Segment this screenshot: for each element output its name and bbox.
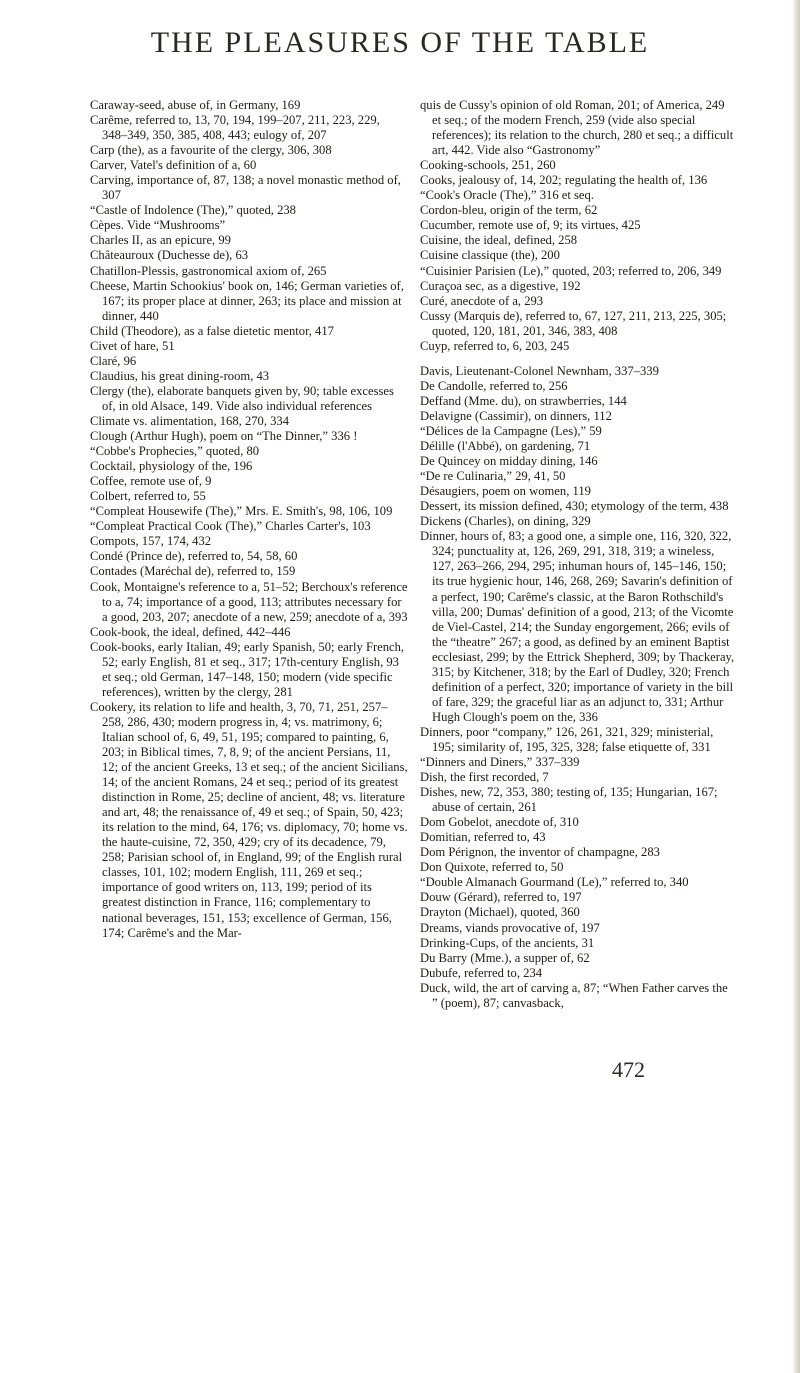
index-entry: Cordon-bleu, origin of the term, 62 xyxy=(420,203,598,218)
index-entry: Cook, Montaigne's reference to a, 51–52; Berchoux's reference to a, 74; importance of a good, 113; attributes necessary for a good, 203, 207; anecdote of a new, 259; anecdote of a, 393 xyxy=(90,579,408,624)
index-entry: Châteauroux (Duchesse de), 63 xyxy=(90,248,249,263)
index-entry: Drayton (Michael), quoted, 360 xyxy=(420,905,580,920)
running-header: THE PLEASURES OF THE TABLE xyxy=(150,26,650,59)
index-entry: Dish, the first recorded, 7 xyxy=(420,770,549,785)
letter-section-gap xyxy=(420,354,735,364)
index-entry: Duck, wild, the art of carving a, 87; “When Father carves the ” (poem), 87; canvasback, xyxy=(420,980,728,1010)
index-entry: Délille (l'Abbé), on gardening, 71 xyxy=(420,439,591,454)
index-entry: Dishes, new, 72, 353, 380; testing of, 135; Hungarian, 167; abuse of certain, 261 xyxy=(420,785,718,815)
index-entry: Cucumber, remote use of, 9; its virtues, 425 xyxy=(420,218,641,233)
index-entry: Curé, anecdote of a, 293 xyxy=(420,293,544,308)
index-entry: Dessert, its mission defined, 430; etymology of the term, 438 xyxy=(420,499,729,514)
index-entry: Cook-book, the ideal, defined, 442–446 xyxy=(90,624,291,639)
index-entry: Cheese, Martin Schookius' book on, 146; German varieties of, 167; its proper place at dinner, 263; its place and mission at dinner, 440 xyxy=(90,278,404,323)
index-entry: Curaçoa sec, as a digestive, 192 xyxy=(420,278,581,293)
index-entry: Claré, 96 xyxy=(90,353,137,368)
index-entry: Don Quixote, referred to, 50 xyxy=(420,860,564,875)
index-entry: Cocktail, physiology of the, 196 xyxy=(90,459,253,474)
index-entry: Désaugiers, poem on women, 119 xyxy=(420,484,591,499)
index-entry: Carême, referred to, 13, 70, 194, 199–207, 211, 223, 229, 348–349, 350, 385, 408, 443; eulogy of, 207 xyxy=(90,113,380,143)
index-entry: Dickens (Charles), on dining, 329 xyxy=(420,514,591,529)
index-entry: “Double Almanach Gourmand (Le),” referred to, 340 xyxy=(420,875,689,890)
index-entry: Drinking-Cups, of the ancients, 31 xyxy=(420,935,595,950)
index-entry: Dreams, viands provocative of, 197 xyxy=(420,920,600,935)
index-entry: Chatillon-Plessis, gastronomical axiom of, 265 xyxy=(90,263,327,278)
index-entry: Child (Theodore), as a false dietetic mentor, 417 xyxy=(90,323,334,338)
index-entry: Dinner, hours of, 83; a good one, a simple one, 116, 320, 322, 324; punctuality at, 126, 269, 291, 318, 319; a wineless, 127, 263–266, 294, 295; inhuman hours of, 145–146, 150; its true hygienic hour, 146, 268, 269; Savarin's definition of a perfect, 190; Carême's classic, at the Baron Rothschild's villa, 200; Dumas' definition of a good, 213; of the Vicomte de Viel-Castel, 214; the Sunday engorgement, 266; evils of the “theatre” 267; a good, as defined by an eminent Baptist ecclesiast, 299; by the Ettrick Shepherd, 309; by Thackeray, 315; by Kitchener, 318; by the Earl of Dudley, 320; French definition of a perfect, 320; importance of variety in the bill of fare, 329; the graceful liar as an adjunct to, 331; Arthur Hugh Clough's poem on the, 336 xyxy=(420,529,735,724)
index-entry: “De re Culinaria,” 29, 41, 50 xyxy=(420,469,566,484)
index-entry: “Cobbe's Prophecies,” quoted, 80 xyxy=(90,444,260,459)
index-column-right xyxy=(420,98,735,1011)
index-entry: De Candolle, referred to, 256 xyxy=(420,378,568,393)
index-entry: “Cuisinier Parisien (Le),” quoted, 203; referred to, 206, 349 xyxy=(420,263,722,278)
index-entry: Cookery, its relation to life and health, 3, 70, 71, 251, 257–258, 286, 430; modern progress in, 4; vs. matrimony, 6; Italian school of, 6, 49, 51, 195; compared to painting, 6, 203; in Biblical times, 7, 8, 9; of the ancient Persians, 11, 12; of the ancient Greeks, 13 et seq.; of the ancient Sicilians, 14; of the ancient Romans, 24 et seq.; period of its greatest distinction in Rome, 25; decline of ancient, 48; vs. literature and art, 48; the renaissance of, 49 et seq.; of Spain, 50, 423; its relation to the mind, 64, 176; vs. diplomacy, 70; home vs. the haute-cuisine, 72, 350, 429; cry of its decadence, 79, 258; Parisian school of, in England, 99; of the English rural classes, 101, 102; modern English, 111, 269 et seq.; importance of good writers on, 113, 199; period of its greatest distinction in France, 116; complementary to national beverages, 151, 153; excellence of German, 156, 174; Carême's and the Mar- xyxy=(90,699,408,940)
index-entry: Compots, 157, 174, 432 xyxy=(90,534,212,549)
index-entry: Carp (the), as a favourite of the clergy, 306, 308 xyxy=(90,143,332,158)
index-entry: Cèpes. Vide “Mushrooms” xyxy=(90,218,226,233)
index-entry: Clough (Arthur Hugh), poem on “The Dinner,” 336 ! xyxy=(90,429,358,444)
index-entry: Clergy (the), elaborate banquets given by, 90; table excesses of, in old Alsace, 149. Vide also individual references xyxy=(90,383,394,413)
index-entry: Davis, Lieutenant-Colonel Newnham, 337–339 xyxy=(420,363,659,378)
index-entry: Cussy (Marquis de), referred to, 67, 127, 211, 213, 225, 305; quoted, 120, 181, 201, 346, 383, 408 xyxy=(420,308,727,338)
index-entry: Civet of hare, 51 xyxy=(90,338,175,353)
index-entry: De Quincey on midday dining, 146 xyxy=(420,454,598,469)
index-entry: “Cook's Oracle (The),” 316 et seq. xyxy=(420,188,594,203)
index-entry: Douw (Gérard), referred to, 197 xyxy=(420,890,582,905)
index-entry: Caraway-seed, abuse of, in Germany, 169 xyxy=(90,98,301,112)
index-entry: Cuisine classique (the), 200 xyxy=(420,248,560,263)
index-entry: Claudius, his great dining-room, 43 xyxy=(90,368,270,383)
index-entry: “Castle of Indolence (The),” quoted, 238 xyxy=(90,203,296,218)
index-entry: Colbert, referred to, 55 xyxy=(90,489,206,504)
index-entry: Delavigne (Cassimir), on dinners, 112 xyxy=(420,408,612,423)
index-entry: Cook-books, early Italian, 49; early Spanish, 50; early French, 52; early English, 81 et seq., 317; 17th-century English, 93 et seq.; old German, 147–148, 150; modern (vide specific references), written by the clergy, 281 xyxy=(90,639,405,699)
index-entry: Charles II, as an epicure, 99 xyxy=(90,233,231,248)
index-entry: Dinners, poor “company,” 126, 261, 321, 329; ministerial, 195; similarity of, 195, 325, 328; false etiquette of, 331 xyxy=(420,724,714,754)
index-entry: Dom Gobelot, anecdote of, 310 xyxy=(420,815,579,830)
index-entry: “Délices de la Campagne (Les),” 59 xyxy=(420,423,602,438)
index-entry: Cuisine, the ideal, defined, 258 xyxy=(420,233,578,248)
index-entry: “Compleat Housewife (The),” Mrs. E. Smith's, 98, 106, 109 xyxy=(90,504,393,519)
index-entry: Du Barry (Mme.), a supper of, 62 xyxy=(420,950,590,965)
index-entry: “Dinners and Diners,” 337–339 xyxy=(420,755,580,770)
index-entry: Contades (Maréchal de), referred to, 159 xyxy=(90,564,296,579)
index-entry: Climate vs. alimentation, 168, 270, 334 xyxy=(90,413,290,428)
index-entry: Cooking-schools, 251, 260 xyxy=(420,158,556,173)
index-entry: Dom Pérignon, the inventor of champagne, 283 xyxy=(420,845,660,860)
page-edge-shadow xyxy=(792,0,800,1373)
page-number: 472 xyxy=(612,1057,645,1082)
index-entry: Deffand (Mme. du), on strawberries, 144 xyxy=(420,393,627,408)
index-entry: quis de Cussy's opinion of old Roman, 201; of America, 249 et seq.; of the modern French, 259 (vide also special references); its relation to the church, 280 et seq.; a difficult art, 442. Vide also “Gastronomy” xyxy=(420,98,734,158)
index-entry: “Compleat Practical Cook (The),” Charles Carter's, 103 xyxy=(90,519,371,534)
index-column-left xyxy=(90,98,408,941)
index-entry: Cooks, jealousy of, 14, 202; regulating the health of, 136 xyxy=(420,173,708,188)
index-entry: Condé (Prince de), referred to, 54, 58, 60 xyxy=(90,549,298,564)
index-entry: Domitian, referred to, 43 xyxy=(420,830,546,845)
index-entry: Dubufe, referred to, 234 xyxy=(420,965,543,980)
index-entry: Coffee, remote use of, 9 xyxy=(90,474,212,489)
index-entry: Cuyp, referred to, 6, 203, 245 xyxy=(420,338,570,353)
index-entry: Carving, importance of, 87, 138; a novel monastic method of, 307 xyxy=(90,173,401,203)
index-entry: Carver, Vatel's definition of a, 60 xyxy=(90,158,257,173)
